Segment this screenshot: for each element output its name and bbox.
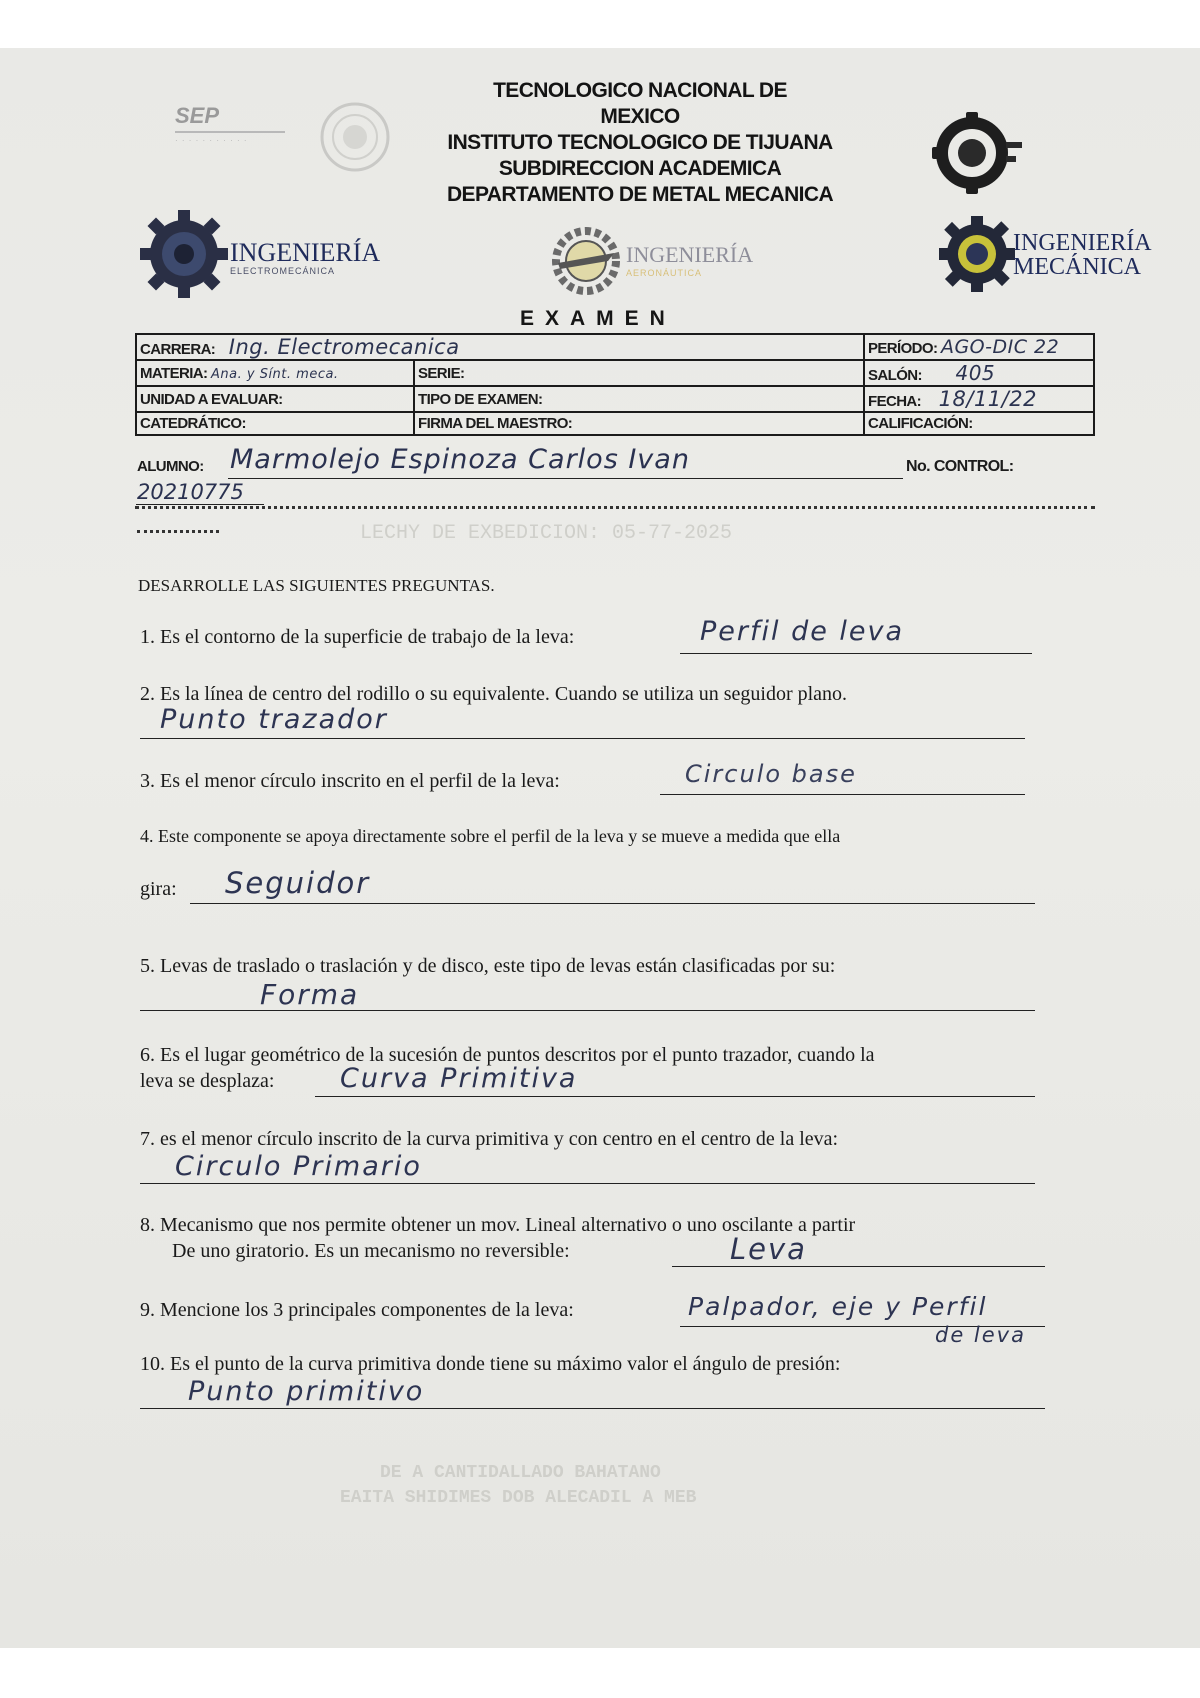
answer-8: Leva (730, 1232, 807, 1266)
question-2: 2. Es la línea de centro del rodillo o su equivalente. Cuando se utiliza un seguidor plano. (140, 683, 848, 705)
alumno-label: ALUMNO: (137, 458, 204, 475)
answer-9: Palpador, eje y Perfil (688, 1292, 988, 1321)
question-8: 8. Mecanismo que nos permite obtener un mov. Lineal alternativo o uno oscilante a partir (140, 1214, 856, 1236)
question-9: 9. Mencione los 3 principales componentes de la leva: (140, 1299, 574, 1321)
answer-10: Punto primitivo (188, 1376, 425, 1407)
answer-line-10 (140, 1408, 1045, 1409)
question-10: 10. Es el punto de la curva primitiva donde tiene su máximo valor el ángulo de presión: (140, 1353, 841, 1375)
sep-logo: SEP · · · · · · · · · · · (175, 103, 295, 145)
question-6-continued: leva se desplaza: (140, 1070, 275, 1092)
field-calificacion: CALIFICACIÓN: (864, 412, 1094, 435)
answer-line-8 (672, 1266, 1045, 1267)
header-line-1: TECNOLOGICO NACIONAL DE (493, 79, 787, 102)
question-7: 7. es el menor círculo inscrito de la curva primitiva y con centro en el centro de la leva: (140, 1128, 839, 1150)
gear-logo-aeronautica-icon (548, 223, 624, 299)
answer-line-3 (660, 794, 1025, 795)
field-tipo-examen: TIPO DE EXAMEN: (414, 386, 864, 412)
answer-5: Forma (260, 978, 360, 1011)
exam-info-table (135, 333, 1095, 436)
field-fecha: FECHA: 18/11/22 (864, 386, 1094, 412)
instructions: DESARROLLE LAS SIGUIENTES PREGUNTAS. (138, 576, 495, 595)
field-serie: SERIE: (414, 360, 864, 386)
question-4: 4. Este componente se apoya directamente sobre el perfil de la leva y se mueve a medida que ella (140, 826, 841, 846)
header-line-2: MEXICO (600, 105, 680, 128)
answer-line-2 (140, 738, 1025, 739)
bleed-through-text-3: EAITA SHIDIMES DOB ALECADIL A MEB (340, 1488, 697, 1508)
question-3: 3. Es el menor círculo inscrito en el perfil de la leva: (140, 770, 560, 792)
question-6: 6. Es el lugar geométrico de la sucesión de puntos descritos por el punto trazador, cuando la (140, 1044, 875, 1066)
logo-text-electromecanica: INGENIERÍA ELECTROMECÁNICA (230, 238, 381, 276)
alumno-underline (228, 478, 903, 479)
answer-2: Punto trazador (160, 704, 388, 735)
bleed-through-text-1: LECHY DE EXBEDICION: 05-77-2025 (360, 522, 733, 545)
answer-4: Seguidor (225, 866, 371, 900)
question-1: 1. Es el contorno de la superficie de trabajo de la leva: (140, 626, 575, 648)
field-catedratico: CATEDRÁTICO: (136, 412, 414, 435)
no-control-value: 20210775 (137, 480, 244, 504)
no-control-label: No. CONTROL: (906, 458, 1014, 475)
exam-paper (0, 48, 1200, 1648)
exam-title: EXAMEN (520, 307, 676, 330)
gear-logo-electromecanica-icon (138, 208, 230, 300)
field-carrera: CARRERA: Ing. Electromecanica (136, 334, 864, 360)
answer-1: Perfil de leva (700, 616, 905, 647)
field-materia: MATERIA: Ana. y Sínt. meca. (136, 360, 414, 386)
answer-6: Curva Primitiva (340, 1063, 578, 1094)
answer-7: Circulo Primario (175, 1151, 422, 1182)
field-firma: FIRMA DEL MAESTRO: (414, 412, 864, 435)
bleed-through-text-2: DE A CANTIDALLADO BAHATANO (380, 1463, 661, 1483)
field-periodo: PERÍODO: AGO-DIC 22 (864, 334, 1094, 360)
answer-line-7 (140, 1183, 1035, 1184)
alumno-name: Marmolejo Espinoza Carlos Ivan (230, 444, 690, 475)
separator-dashes (135, 506, 1095, 509)
answer-line-6 (315, 1096, 1035, 1097)
answer-9-continued: de leva (935, 1323, 1026, 1347)
answer-3: Circulo base (685, 760, 857, 788)
answer-line-1 (680, 653, 1032, 654)
answer-line-4 (190, 903, 1035, 904)
header-line-3: INSTITUTO TECNOLOGICO DE TIJUANA (447, 131, 833, 154)
question-8-continued: De uno giratorio. Es un mecanismo no reversible: (172, 1240, 570, 1262)
header-line-5: DEPARTAMENTO DE METAL MECANICA (446, 183, 834, 206)
no-control-underline (136, 504, 264, 505)
itt-logo-icon (930, 108, 1040, 198)
field-unidad: UNIDAD A EVALUAR: (136, 386, 414, 412)
header-line-4: SUBDIRECCION ACADEMICA (498, 157, 782, 180)
field-salon: SALÓN: 405 (864, 360, 1094, 386)
separator-dashes-short (137, 530, 219, 533)
logo-text-aeronautica: INGENIERÍA AERONÁUTICA (626, 242, 754, 278)
logo-text-mecanica: INGENIERÍA MECÁNICA (1013, 230, 1152, 280)
question-4-continued: gira: (140, 878, 177, 900)
gear-logo-mecanica-icon (937, 214, 1017, 294)
question-5: 5. Levas de traslado o traslación y de disco, este tipo de levas están clasificadas por su: (140, 955, 836, 977)
